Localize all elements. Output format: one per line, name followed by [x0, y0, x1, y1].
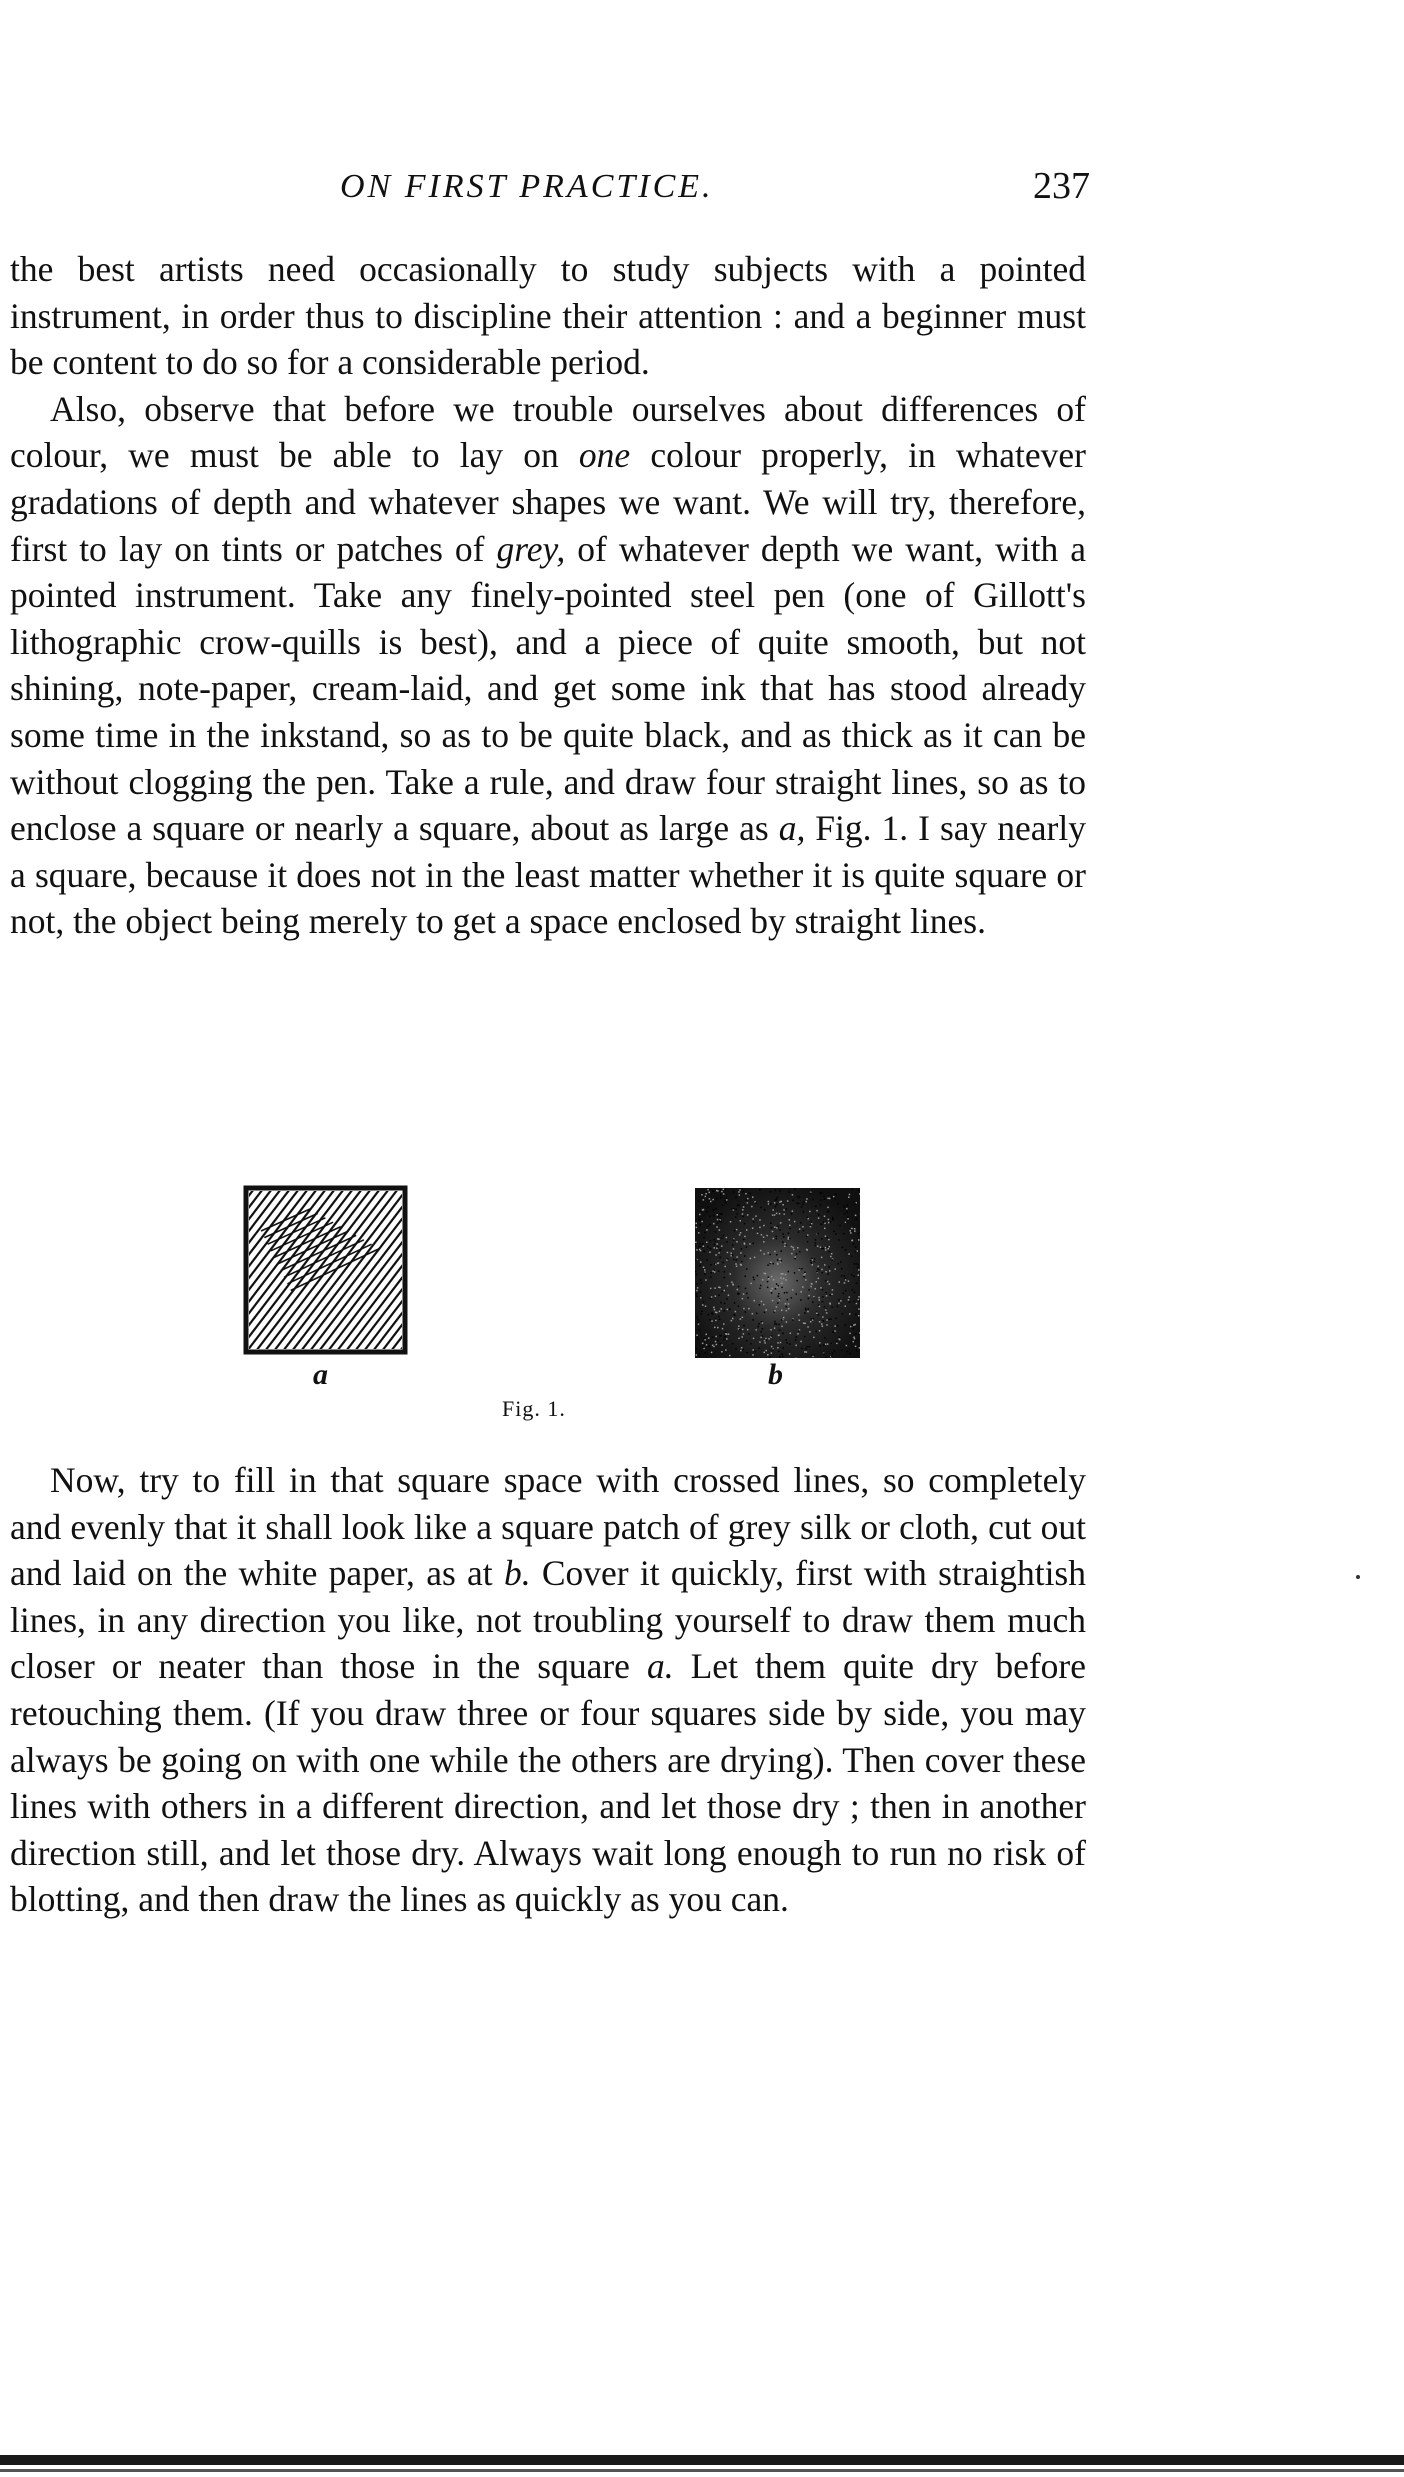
bottom-border-rule: [0, 2455, 1404, 2465]
paragraph-continued: the best artists need occasionally to study subjects with a pointed instrument, in order thus to discipline their attention : and a beginner must be content to do so for a considerable period.: [10, 249, 1086, 383]
paragraph-also-observe: Also, observe that before we trouble ourselves about differences of colour, we must be able to lay on one colour properly, in whatever gradations of depth and whatever shapes we want. We will try, therefore, first to lay on tints or patches of grey, of whatever depth we want, with a pointed instrument. Take any finely-pointed steel pen (one of Gillott's lithographic crow-quills is best), and a piece of quite smooth, but not shining, note-paper, cream-laid, and get some ink that has stood already some time in the inkstand, so as to be quite black, and as thick as it can be without clogging the pen. Take a rule, and draw four straight lines, so as to enclose a square or nearly a square, about as large as a, Fig. 1. I say nearly a square, because it does not in the least matter whether it is quite square or not, the object being merely to get a space enclosed by straight lines.: [10, 388, 1086, 942]
paragraph-now-try: Now, try to fill in that square space with crossed lines, so completely and evenly that it shall look like a square patch of grey silk or cloth, cut out and laid on the white paper, as at b. Cover it quickly, first with straightish lines, in any direction you like, not troubling yourself to draw them much closer or neater than those in the square a. Let them quite dry before retouching them. (If you draw three or four squares side by side, you may always be going on with one while the others are drying). Then cover these lines with others in a different direction, and let those dry ; then in another direction still, and let those dry. Always wait long enough to run no risk of blotting, and then draw the lines as quickly as you can.: [10, 1460, 1086, 1920]
figure-square-a: [243, 1185, 408, 1355]
figure-label-b: b: [768, 1358, 783, 1391]
figure-label-a: a: [313, 1358, 328, 1391]
stray-mark: [1356, 1575, 1360, 1579]
figure-caption: Fig. 1.: [502, 1396, 566, 1421]
text-block-lower: [10, 1457, 1086, 1923]
page-number: 237: [1033, 165, 1090, 207]
bottom-border-rule-thin: [0, 2469, 1404, 2472]
figure-square-b: [695, 1188, 860, 1358]
running-head-title: ON FIRST PRACTICE.: [340, 168, 714, 205]
text-block-upper: [10, 246, 1086, 945]
running-header: [340, 160, 1090, 220]
